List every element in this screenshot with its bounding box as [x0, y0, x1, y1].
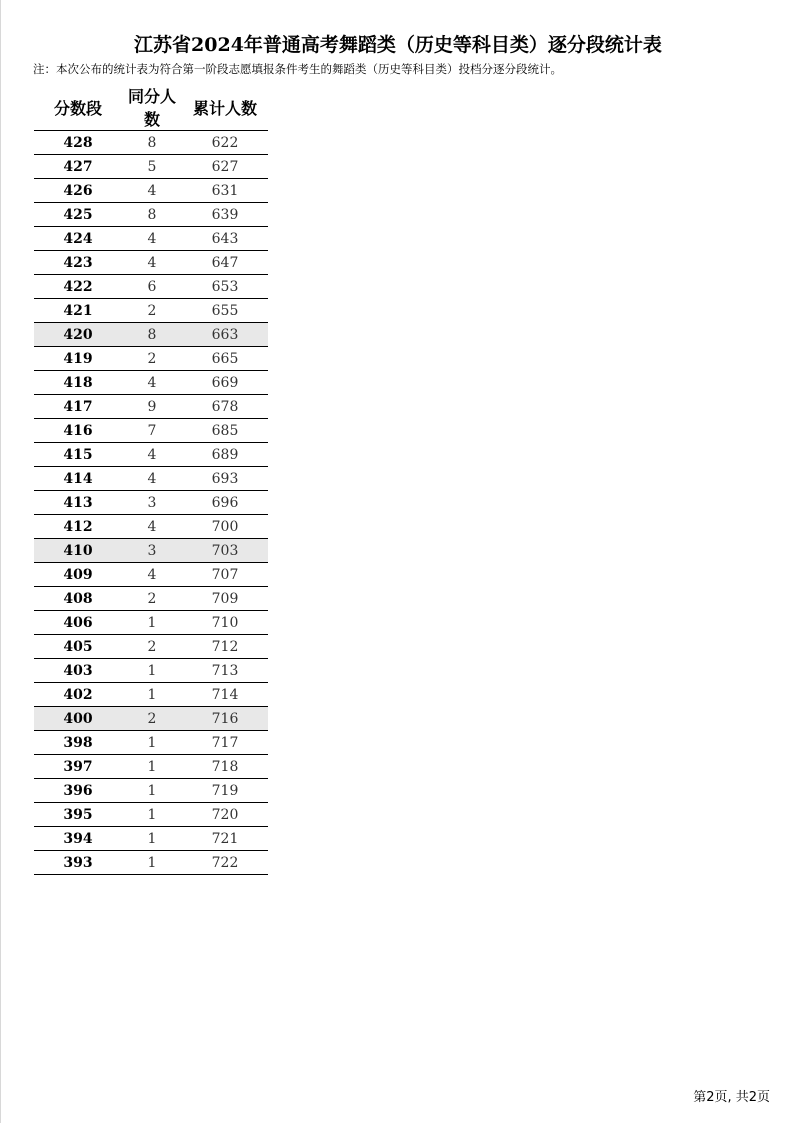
- same-count-cell: 4: [122, 443, 182, 467]
- table-header-row: [34, 84, 268, 131]
- same-count-cell: 1: [122, 611, 182, 635]
- score-cell: 409: [34, 563, 122, 587]
- cumulative-count-cell: 665: [182, 347, 268, 371]
- cumulative-count-cell: 707: [182, 563, 268, 587]
- cumulative-count-cell: 709: [182, 587, 268, 611]
- same-count-cell: 3: [122, 539, 182, 563]
- score-cell: 400: [34, 707, 122, 731]
- table-row: [34, 155, 268, 179]
- table-row: [34, 275, 268, 299]
- cumulative-count-cell: 717: [182, 731, 268, 755]
- header-cumulative-count: 累计人数: [182, 84, 268, 131]
- table-row: [34, 635, 268, 659]
- same-count-cell: 1: [122, 779, 182, 803]
- score-cell: 415: [34, 443, 122, 467]
- same-count-cell: 8: [122, 203, 182, 227]
- score-cell: 413: [34, 491, 122, 515]
- same-count-cell: 4: [122, 371, 182, 395]
- score-cell: 397: [34, 755, 122, 779]
- same-count-cell: 4: [122, 563, 182, 587]
- same-count-cell: 5: [122, 155, 182, 179]
- cumulative-count-cell: 685: [182, 419, 268, 443]
- same-count-cell: 4: [122, 179, 182, 203]
- same-count-cell: 2: [122, 347, 182, 371]
- same-count-cell: 8: [122, 131, 182, 155]
- table-row: [34, 803, 268, 827]
- cumulative-count-cell: 700: [182, 515, 268, 539]
- score-cell: 416: [34, 419, 122, 443]
- score-cell: 427: [34, 155, 122, 179]
- same-count-cell: 4: [122, 467, 182, 491]
- cumulative-count-cell: 719: [182, 779, 268, 803]
- table-row: [34, 467, 268, 491]
- table-row: [34, 563, 268, 587]
- header-same-count: 同分人数: [122, 84, 182, 131]
- cumulative-count-cell: 721: [182, 827, 268, 851]
- score-cell: 410: [34, 539, 122, 563]
- table-row: [34, 227, 268, 251]
- same-count-cell: 4: [122, 227, 182, 251]
- same-count-cell: 1: [122, 803, 182, 827]
- cumulative-count-cell: 696: [182, 491, 268, 515]
- score-cell: 422: [34, 275, 122, 299]
- cumulative-count-cell: 703: [182, 539, 268, 563]
- cumulative-count-cell: 710: [182, 611, 268, 635]
- table-row: [34, 323, 268, 347]
- same-count-cell: 1: [122, 851, 182, 875]
- same-count-cell: 2: [122, 707, 182, 731]
- same-count-cell: 2: [122, 587, 182, 611]
- table-row: [34, 659, 268, 683]
- cumulative-count-cell: 655: [182, 299, 268, 323]
- same-count-cell: 4: [122, 251, 182, 275]
- table-row: [34, 587, 268, 611]
- same-count-cell: 2: [122, 299, 182, 323]
- score-cell: 394: [34, 827, 122, 851]
- table-row: [34, 515, 268, 539]
- score-cell: 405: [34, 635, 122, 659]
- same-count-cell: 3: [122, 491, 182, 515]
- cumulative-count-cell: 647: [182, 251, 268, 275]
- score-cell: 414: [34, 467, 122, 491]
- score-cell: 424: [34, 227, 122, 251]
- cumulative-count-cell: 653: [182, 275, 268, 299]
- table-row: [34, 371, 268, 395]
- table-row: [34, 827, 268, 851]
- score-cell: 412: [34, 515, 122, 539]
- cumulative-count-cell: 714: [182, 683, 268, 707]
- score-cell: 406: [34, 611, 122, 635]
- same-count-cell: 8: [122, 323, 182, 347]
- cumulative-count-cell: 678: [182, 395, 268, 419]
- table-row: [34, 179, 268, 203]
- cumulative-count-cell: 722: [182, 851, 268, 875]
- cumulative-count-cell: 663: [182, 323, 268, 347]
- same-count-cell: 1: [122, 683, 182, 707]
- score-cell: 428: [34, 131, 122, 155]
- same-count-cell: 1: [122, 827, 182, 851]
- score-cell: 426: [34, 179, 122, 203]
- table-row: [34, 443, 268, 467]
- same-count-cell: 1: [122, 755, 182, 779]
- header-score: 分数段: [34, 84, 122, 131]
- cumulative-count-cell: 631: [182, 179, 268, 203]
- table-row: [34, 755, 268, 779]
- table-row: [34, 611, 268, 635]
- same-count-cell: 1: [122, 659, 182, 683]
- table-row: [34, 395, 268, 419]
- score-cell: 396: [34, 779, 122, 803]
- cumulative-count-cell: 639: [182, 203, 268, 227]
- score-cell: 421: [34, 299, 122, 323]
- score-cell: 425: [34, 203, 122, 227]
- table-row: [34, 539, 268, 563]
- table-row: [34, 131, 268, 155]
- cumulative-count-cell: 712: [182, 635, 268, 659]
- table-row: [34, 203, 268, 227]
- table-row: [34, 779, 268, 803]
- same-count-cell: 2: [122, 635, 182, 659]
- table-row: [34, 347, 268, 371]
- table-row: [34, 491, 268, 515]
- table-row: [34, 851, 268, 875]
- score-cell: 419: [34, 347, 122, 371]
- table-body: [34, 131, 268, 875]
- score-cell: 423: [34, 251, 122, 275]
- score-cell: 398: [34, 731, 122, 755]
- score-cell: 420: [34, 323, 122, 347]
- document-note: 注：本次公布的统计表为符合第一阶段志愿填报条件考生的舞蹈类（历史等科目类）投档分逐分段统计。: [33, 62, 562, 76]
- cumulative-count-cell: 669: [182, 371, 268, 395]
- cumulative-count-cell: 713: [182, 659, 268, 683]
- same-count-cell: 4: [122, 515, 182, 539]
- same-count-cell: 1: [122, 731, 182, 755]
- cumulative-count-cell: 689: [182, 443, 268, 467]
- score-cell: 403: [34, 659, 122, 683]
- table-row: [34, 683, 268, 707]
- cumulative-count-cell: 627: [182, 155, 268, 179]
- cumulative-count-cell: 693: [182, 467, 268, 491]
- score-cell: 408: [34, 587, 122, 611]
- same-count-cell: 7: [122, 419, 182, 443]
- score-distribution-table: [34, 84, 268, 875]
- cumulative-count-cell: 622: [182, 131, 268, 155]
- score-cell: 393: [34, 851, 122, 875]
- page-indicator: 第2页, 共2页: [693, 1090, 770, 1105]
- same-count-cell: 6: [122, 275, 182, 299]
- score-cell: 417: [34, 395, 122, 419]
- cumulative-count-cell: 716: [182, 707, 268, 731]
- table-row: [34, 419, 268, 443]
- table-row: [34, 299, 268, 323]
- table-row: [34, 731, 268, 755]
- score-cell: 402: [34, 683, 122, 707]
- score-cell: 395: [34, 803, 122, 827]
- cumulative-count-cell: 718: [182, 755, 268, 779]
- same-count-cell: 9: [122, 395, 182, 419]
- cumulative-count-cell: 643: [182, 227, 268, 251]
- document-title: 江苏省2024年普通高考舞蹈类（历史等科目类）逐分段统计表: [134, 34, 662, 56]
- table-row: [34, 251, 268, 275]
- score-cell: 418: [34, 371, 122, 395]
- cumulative-count-cell: 720: [182, 803, 268, 827]
- table-row: [34, 707, 268, 731]
